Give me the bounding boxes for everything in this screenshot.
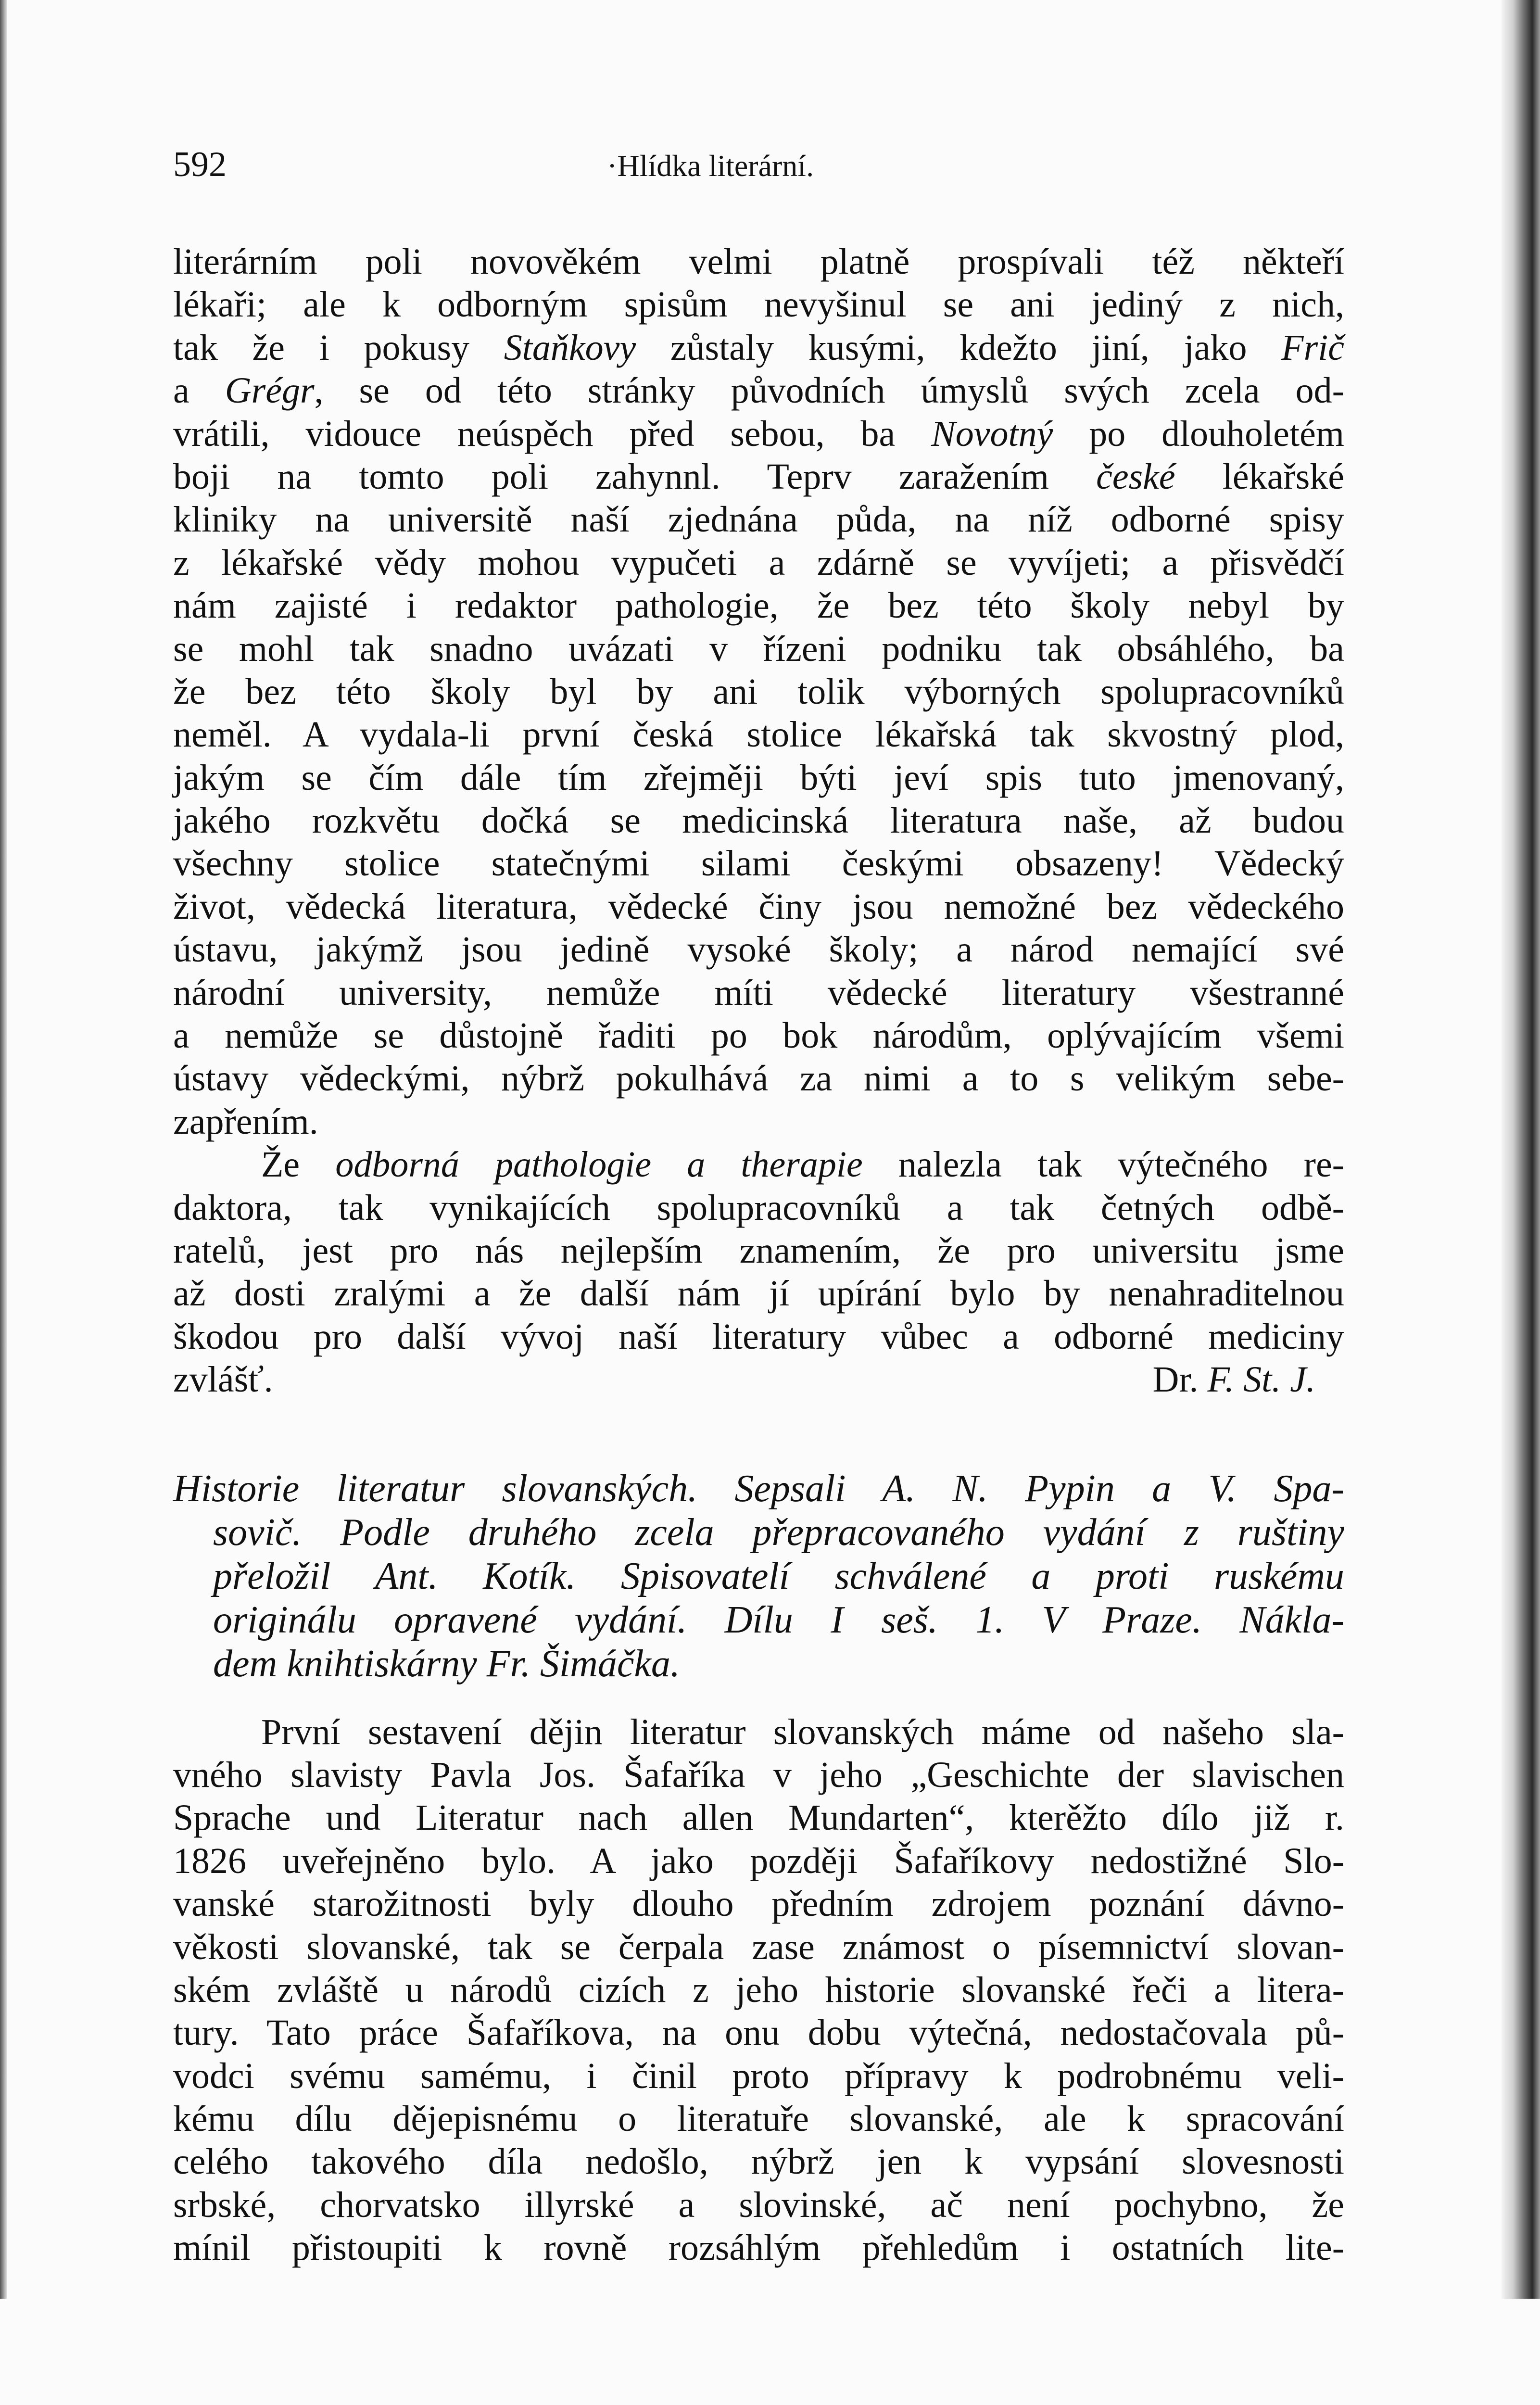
text: neměl. A vydala-li první česká stolice lékařská tak skvostný plod, xyxy=(173,714,1344,755)
text-line: dem knihtiskárny Fr. Šimáčka. xyxy=(213,1642,680,1685)
text-line: věkosti slovanské, tak se čerpala zase známost o písemnictví slovan- xyxy=(173,1926,1344,1967)
text-line: vného slavisty Pavla Jos. Šafaříka v jeho „Geschichte der slavischen xyxy=(173,1754,1344,1795)
text: život, vědecká literatura, vědecké činy jsou nemožné bez vědeckého xyxy=(173,886,1344,927)
paragraph-1 xyxy=(173,240,1344,1143)
text-line xyxy=(173,713,1344,756)
scan-right-edge xyxy=(1502,0,1540,2299)
text: a xyxy=(173,370,225,411)
text: že bez této školy byl by ani tolik výborných spolupracovníků xyxy=(173,671,1344,712)
text-line: Historie literatur slovanských. Sepsali A. N. Pypin a V. Spa- xyxy=(173,1467,1344,1510)
review-text xyxy=(173,240,1344,1402)
text-line: celého takového díla nedošlo, nýbrž jen k vypsání slovesnosti xyxy=(173,2141,1344,2182)
text-line: ském zvláště u národů cizích z jeho historie slovanské řeči a litera- xyxy=(173,1969,1344,2010)
text: ústavy vědeckými, nýbrž pokulhává za nimi a to s velikým sebe- xyxy=(173,1058,1344,1099)
italic-text: Frič xyxy=(1281,327,1344,368)
text: a nemůže se důstojně řaditi po bok národům, oplývajícím všemi xyxy=(173,1015,1344,1056)
text: se mohl tak snadno uvázati v řízeni podniku tak obsáhlého, ba xyxy=(173,628,1344,669)
text-line xyxy=(173,413,1344,456)
text: tak že i pokusy xyxy=(173,327,504,368)
text-line xyxy=(173,1316,1344,1358)
text-line xyxy=(173,757,1344,799)
text-line xyxy=(173,498,1344,541)
text: národní university, nemůže míti vědecké literatury všestranné xyxy=(173,972,1344,1013)
text: ústavu, jakýmž jsou jedině vysoké školy; a národ nemající své xyxy=(173,929,1344,970)
text-line xyxy=(173,799,1344,842)
signature-prefix: Dr. xyxy=(1152,1359,1208,1400)
text: daktora, tak vynikajících spolupracovníků a tak četných odbě- xyxy=(173,1187,1344,1228)
text-line xyxy=(173,584,1344,627)
text-line xyxy=(173,1187,1344,1229)
signature xyxy=(1153,1358,1344,1401)
text-line: tury. Tato práce Šafaříkova, na onu dobu výtečná, nedostačovala pů- xyxy=(173,2013,1344,2053)
italic-text: Novotný xyxy=(931,413,1053,454)
text: nalezla tak výtečného re- xyxy=(862,1144,1344,1185)
text-line: přeložil Ant. Kotík. Spisovatelí schválené a proti ruskému xyxy=(213,1555,1344,1597)
text-line xyxy=(173,1272,1344,1315)
closing-line xyxy=(173,1358,1344,1401)
text-line: kému dílu dějepisnému o literatuře slovanské, ale k spracování xyxy=(173,2099,1344,2139)
text-line: srbské, chorvatsko illyrské a slovinské, ač není pochybno, že xyxy=(173,2184,1344,2225)
text: až dosti zralými a že další nám jí upírání bylo by nenahraditelnou xyxy=(173,1273,1344,1314)
text: jakým se čím dále tím zřejměji býti jeví spis tuto jmenovaný, xyxy=(173,757,1344,798)
paragraph-2 xyxy=(173,1143,1344,1358)
text-line: originálu opravené vydání. Dílu I seš. 1. V Praze. Nákla- xyxy=(213,1598,1344,1641)
text-line: vanské starožitnosti byly dlouho předním zdrojem poznání dávno- xyxy=(173,1884,1344,1924)
text-line xyxy=(173,1229,1344,1272)
text-line xyxy=(173,327,1344,369)
text-line: 1826 uveřejněno bylo. A jako později Šafaříkovy nedostižné Slo- xyxy=(173,1840,1344,1881)
italic-text: české xyxy=(1096,456,1175,497)
text-line xyxy=(173,972,1344,1014)
text: , se od této stránky původních úmyslů svých zcela od- xyxy=(314,370,1344,411)
text: z lékařské vědy mohou vypučeti a zdárně se vyvíjeti; a přisvědčí xyxy=(173,542,1344,583)
text: zůstaly kusými, kdežto jiní, jako xyxy=(636,327,1282,368)
text: literárním poli novověkém velmi platně prospívali též někteří xyxy=(173,241,1344,282)
text-line xyxy=(173,1014,1344,1057)
text-line xyxy=(173,671,1344,713)
text-line: mínil přistoupiti k rovně rozsáhlým přehledům i ostatních lite- xyxy=(173,2228,1344,2268)
text-line xyxy=(173,886,1344,928)
text: po dlouholetém xyxy=(1053,413,1344,454)
closing-word: zvlášť. xyxy=(173,1359,273,1400)
text-line xyxy=(173,1143,1344,1186)
page-number: 592 xyxy=(173,145,227,184)
scan-left-edge xyxy=(0,0,7,2299)
text: všechny stolice statečnými silami českými obsazeny! Vědecký xyxy=(173,843,1344,884)
text: nám zajisté i redaktor pathologie, že bez této školy nebyl by xyxy=(173,585,1344,626)
text: jakého rozkvětu dočká se medicinská literatura naše, až budou xyxy=(173,800,1344,841)
text-line xyxy=(173,283,1344,326)
text-line xyxy=(173,842,1344,885)
text-line xyxy=(173,369,1344,412)
signature-initials: F. St. J. xyxy=(1207,1359,1315,1400)
text: boji na tomto poli zahynnl. Teprv zaražením xyxy=(173,456,1097,497)
text: vrátili, vidouce neúspěch před sebou, ba xyxy=(173,413,932,454)
review2-paragraph xyxy=(173,1711,1344,2270)
text-line: První sestavení dějin literatur slovanských máme od našeho sla- xyxy=(261,1711,1344,1752)
italic-text: Staňkovy xyxy=(504,327,636,368)
text-line: vodci svému samému, i činil proto přípravy k podrobnému veli- xyxy=(173,2055,1344,2096)
text-line xyxy=(173,456,1344,498)
text-line xyxy=(173,542,1344,584)
book-title-heading xyxy=(173,1467,1344,1686)
text: lékařské xyxy=(1175,456,1344,497)
text: ratelů, jest pro nás nejlepším znamením, že pro universitu jsme xyxy=(173,1230,1344,1271)
italic-text: odborná pathologie a therapie xyxy=(335,1144,863,1185)
text: škodou pro další vývoj naší literatury vůbec a odborné mediciny xyxy=(173,1316,1344,1357)
text: zapřením. xyxy=(173,1101,318,1142)
text-line xyxy=(173,240,1344,283)
text-line xyxy=(173,928,1344,971)
text-line xyxy=(173,1057,1344,1100)
text: kliniky na universitě naší zjednána půda, na níž odborné spisy xyxy=(173,499,1344,540)
text-line: sovič. Podle druhého zcela přepracovaného vydání z ruštiny xyxy=(213,1511,1344,1554)
text-line xyxy=(173,1101,1344,1143)
italic-text: Grégr xyxy=(225,370,315,411)
text: lékaři; ale k odborným spisům nevyšinul se ani jediný z nich, xyxy=(173,284,1344,325)
text-line: Sprache und Literatur nach allen Mundarten“, kterěžto dílo již r. xyxy=(173,1797,1344,1838)
page-header xyxy=(0,144,1540,240)
text: Že xyxy=(261,1144,336,1185)
running-title: ·Hlídka literární. xyxy=(607,149,814,183)
text-line xyxy=(173,628,1344,671)
